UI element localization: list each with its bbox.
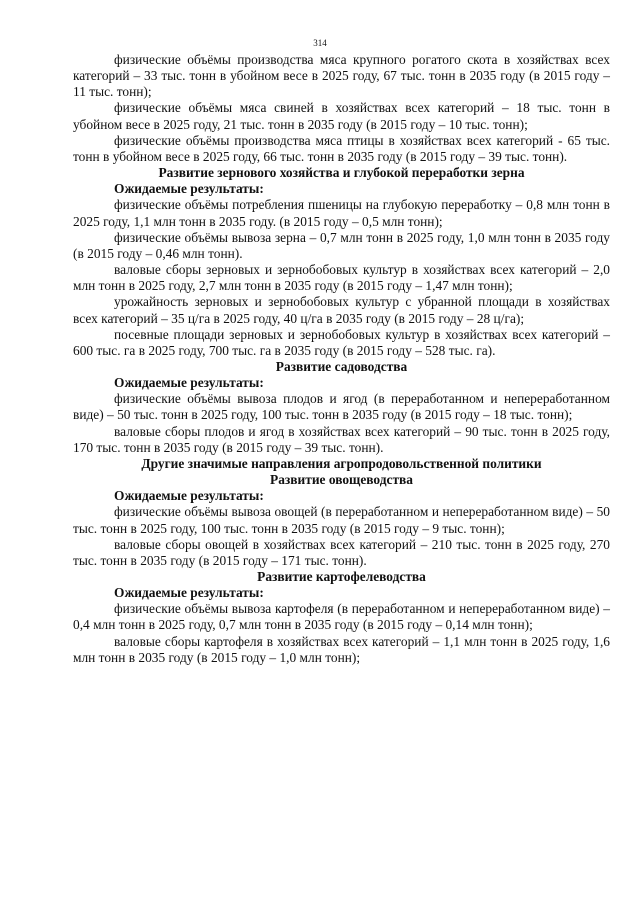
page-number: 314 (313, 38, 327, 48)
paragraph: физические объёмы производства мяса крупного рогатого скота в хозяйствах всех категорий – 33 тыс. тонн в убойном весе в 2025 году, 67 тыс. тонн в 2035 году (в 2015 году – 11 тыс. тонн); (73, 52, 610, 100)
paragraph: физические объёмы потребления пшеницы на глубокую переработку – 0,8 млн тонн в 2025 году, 1,1 млн тонн в 2035 году. (в 2015 году – 0,5 млн тонн); (73, 197, 610, 229)
section-heading: Другие значимые направления агропродовольственной политики (141, 455, 542, 471)
paragraph: валовые сборы плодов и ягод в хозяйствах всех категорий – 90 тыс. тонн в 2025 году, 170 тыс. тонн в 2035 году (в 2015 году – 39 тыс. тонн). (73, 423, 610, 455)
paragraph: посевные площади зерновых и зернобобовых культур в хозяйствах всех категорий – 600 тыс. га в 2025 году, 700 тыс. га в 2035 году (в 2015 году – 528 тыс. га). (73, 326, 610, 358)
paragraph: валовые сборы овощей в хозяйствах всех категорий – 210 тыс. тонн в 2025 году, 270 тыс. тонн в 2035 году (в 2015 году – 171 тыс. тонн). (73, 536, 610, 568)
paragraph: валовые сборы картофеля в хозяйствах всех категорий – 1,1 млн тонн в 2025 году, 1,6 млн тонн в 2035 году (в 2015 году – 1,0 млн тонн); (73, 633, 610, 665)
paragraph: физические объёмы вывоза овощей (в переработанном и непереработанном виде) – 50 тыс. тонн в 2025 году, 100 тыс. тонн в 2035 году (в 2015 году – 9 тыс. тонн); (73, 504, 610, 536)
document-body (73, 52, 610, 666)
results-subheading: Ожидаемые результаты: (114, 181, 264, 197)
paragraph: физические объёмы вывоза зерна – 0,7 млн тонн в 2025 году, 1,0 млн тонн в 2035 году (в 2015 году – 0,46 млн тонн). (73, 229, 610, 261)
section-heading: Развитие садоводства (275, 358, 408, 374)
section-heading: Развитие зернового хозяйства и глубокой переработки зерна (158, 165, 525, 181)
paragraph: физические объёмы вывоза картофеля (в переработанном и непереработанном виде) – 0,4 млн тонн в 2025 году, 0,7 млн тонн в 2035 году (в 2015 году – 0,14 млн тонн); (73, 601, 610, 633)
section-heading: Развитие овощеводства (270, 472, 413, 488)
paragraph: физические объёмы мяса свиней в хозяйствах всех категорий – 18 тыс. тонн в убойном весе в 2025 году, 21 тыс. тонн в 2035 году (в 2015 году – 10 тыс. тонн); (73, 100, 610, 132)
paragraph: физические объёмы производства мяса птицы в хозяйствах всех категорий - 65 тыс. тонн в убойном весе в 2025 году, 66 тыс. тонн в 2035 году (в 2015 году – 39 тыс. тонн). (73, 132, 610, 164)
section-heading: Развитие картофелеводства (257, 569, 426, 584)
paragraph: урожайность зерновых и зернобобовых культур с убранной площади в хозяйствах всех категорий – 35 ц/га в 2025 году, 40 ц/га в 2035 году (в 2015 году – 28 ц/га); (73, 294, 610, 326)
results-subheading: Ожидаемые результаты: (114, 488, 264, 504)
paragraph: валовые сборы зерновых и зернобобовых культур в хозяйствах всех категорий – 2,0 млн тонн в 2025 году, 2,7 млн тонн в 2035 году (в 2015 году – 1,47 млн тонн); (73, 262, 610, 294)
results-subheading: Ожидаемые результаты: (114, 585, 264, 601)
results-subheading: Ожидаемые результаты: (114, 375, 264, 391)
paragraph: физические объёмы вывоза плодов и ягод (в переработанном и непереработанном виде) – 50 тыс. тонн в 2025 году, 100 тыс. тонн в 2035 году (в 2015 году – 18 тыс. тонн); (73, 391, 610, 423)
